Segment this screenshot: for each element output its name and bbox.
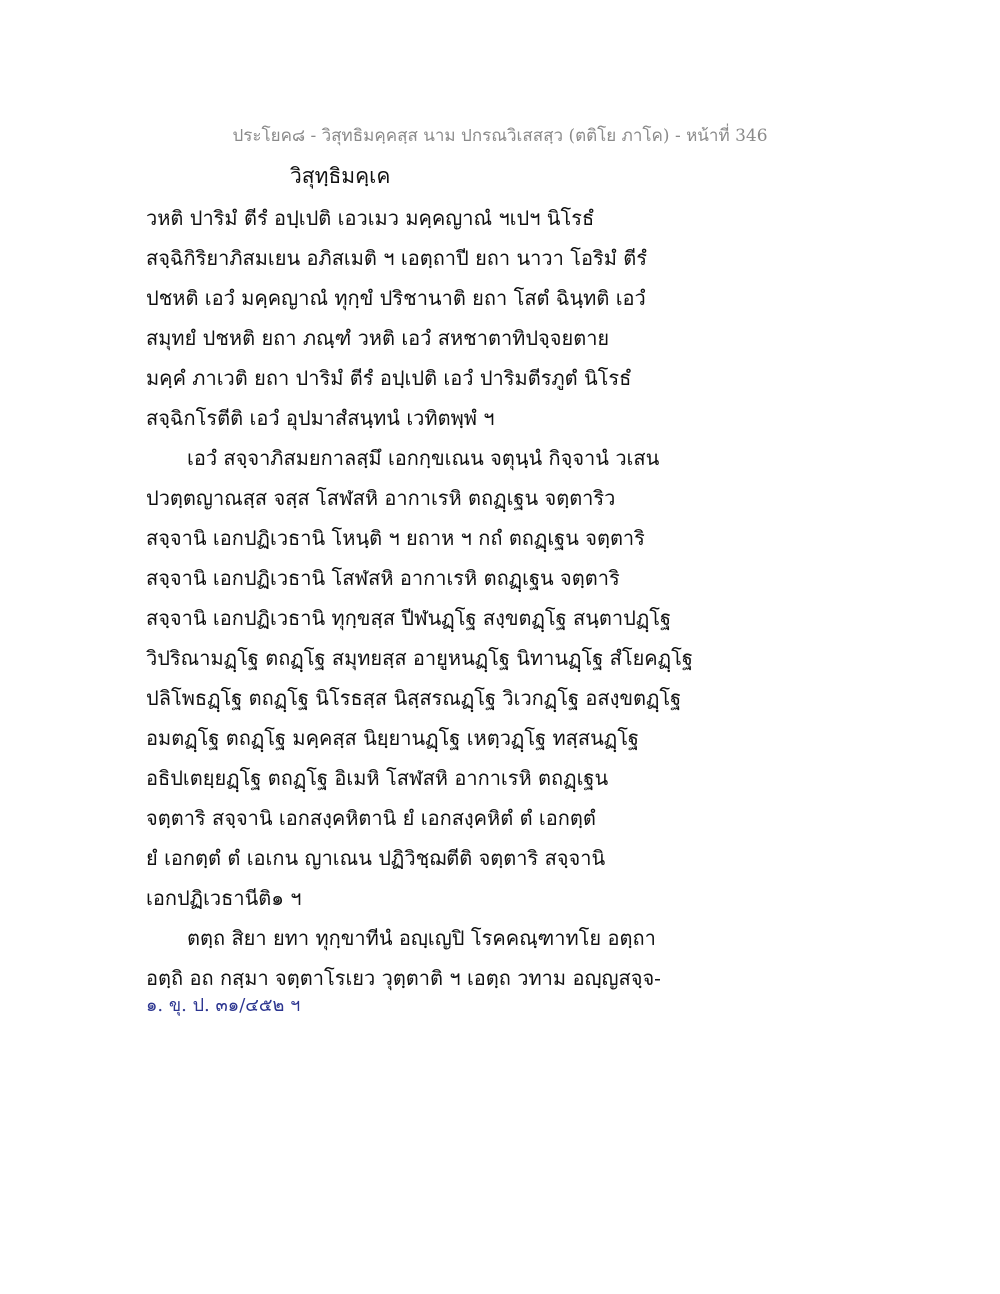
text-line: สจฺฉิกโรตีติ เอวํ อุปมาสํสนฺทนํ เวทิตพฺพํ ฯ [146,406,495,430]
footnote: ๑. ขุ. ป. ๓๑/๔๕๒ ฯ [146,995,301,1016]
text-line: อมตฏฺโฐ ตถฏฺโฐ มคฺคสฺส นิยฺยานฏฺโฐ เหตฺวฏฺโฐ ทสฺสนฏฺโฐ [146,726,639,750]
text-line: สจฺจานิ เอกปฏิเวธานิ โหนฺติ ฯ ยถาห ฯ กถํ ตถฏฺเฐน จตฺตาริ [146,526,645,550]
paragraph-start-line: ตตฺถ สิยา ยทา ทุกฺขาทีนํ อญฺเญปิ โรคคณฺฑาทโย อตฺถา [187,926,656,950]
paragraph-start-line: เอวํ สจฺจาภิสมยกาลสฺมึ เอกกฺขเณน จตุนฺนํ กิจฺจานํ วเสน [187,446,660,470]
text-line: สจฺจานิ เอกปฏิเวธานิ โสฬสหิ อากาเรหิ ตถฏฺเฐน จตฺตาริ [146,566,620,590]
text-line: ยํ เอกตฺตํ ตํ เอเกน ญาเณน ปฏิวิชฺฌตีติ จตฺตาริ สจฺจานิ [146,846,606,870]
text-line: เอกปฏิเวธานีติ๑ ฯ [146,886,302,910]
text-line: สมุทยํ ปชหติ ยถา ภณฺฑํ วหติ เอวํ สหชาตาทิปจฺจยตาย [146,326,610,350]
text-line: จตฺตาริ สจฺจานิ เอกสงฺคหิตานิ ยํ เอกสงฺคหิตํ ตํ เอกตฺตํ [146,806,596,830]
text-line: วิปริณามฏฺโฐ ตถฏฺโฐ สมุทยสฺส อายูหนฏฺโฐ นิทานฏฺโฐ สํโยคฏฺโฐ [146,646,693,670]
chapter-heading: วิสุทฺธิมคฺเค [290,164,391,188]
text-line: อธิปเตยฺยฏฺโฐ ตถฏฺโฐ อิเมหิ โสฬสหิ อากาเรหิ ตถฏฺเฐน [146,766,609,790]
text-line: ปชหติ เอวํ มคฺคญาณํ ทุกฺขํ ปริชานาติ ยถา โสตํ ฉินฺทติ เอวํ [146,286,646,310]
text-line: ปลิโพธฏฺโฐ ตถฏฺโฐ นิโรธสฺส นิสฺสรณฏฺโฐ วิเวกฏฺโฐ อสงฺขตฏฺโฐ [146,686,682,710]
text-line: วหติ ปาริมํ ตีรํ อปฺเปติ เอวเมว มคฺคญาณํ ฯเปฯ นิโรธํ [146,206,595,230]
text-line: สจฺจานิ เอกปฏิเวธานิ ทุกฺขสฺส ปีฬนฏฺโฐ สงฺขตฏฺโฐ สนฺตาปฏฺโฐ [146,606,672,630]
text-line: สจฺฉิกิริยาภิสมเยน อภิสเมติ ฯ เอตฺถาปี ยถา นาวา โอริมํ ตีรํ [146,246,647,270]
text-line: มคฺคํ ภาเวติ ยถา ปาริมํ ตีรํ อปฺเปติ เอวํ ปาริมตีรภูตํ นิโรธํ [146,366,632,390]
text-line: อตฺถิ อถ กสฺมา จตฺตาโรเยว วุตฺตาติ ฯ เอตฺถ วทาม อญฺญสจฺจ- [146,966,661,990]
running-header: ประโยค๘ - วิสุทธิมคฺคสฺส นาม ปกรณวิเสสสฺว (ตติโย ภาโค) - หน้าที่ 346 [232,126,768,146]
text-line: ปวตฺตญาณสฺส จสฺส โสฬสหิ อากาเรหิ ตถฏฺเฐน จตฺตาริว [146,486,616,510]
body-text [146,198,866,998]
